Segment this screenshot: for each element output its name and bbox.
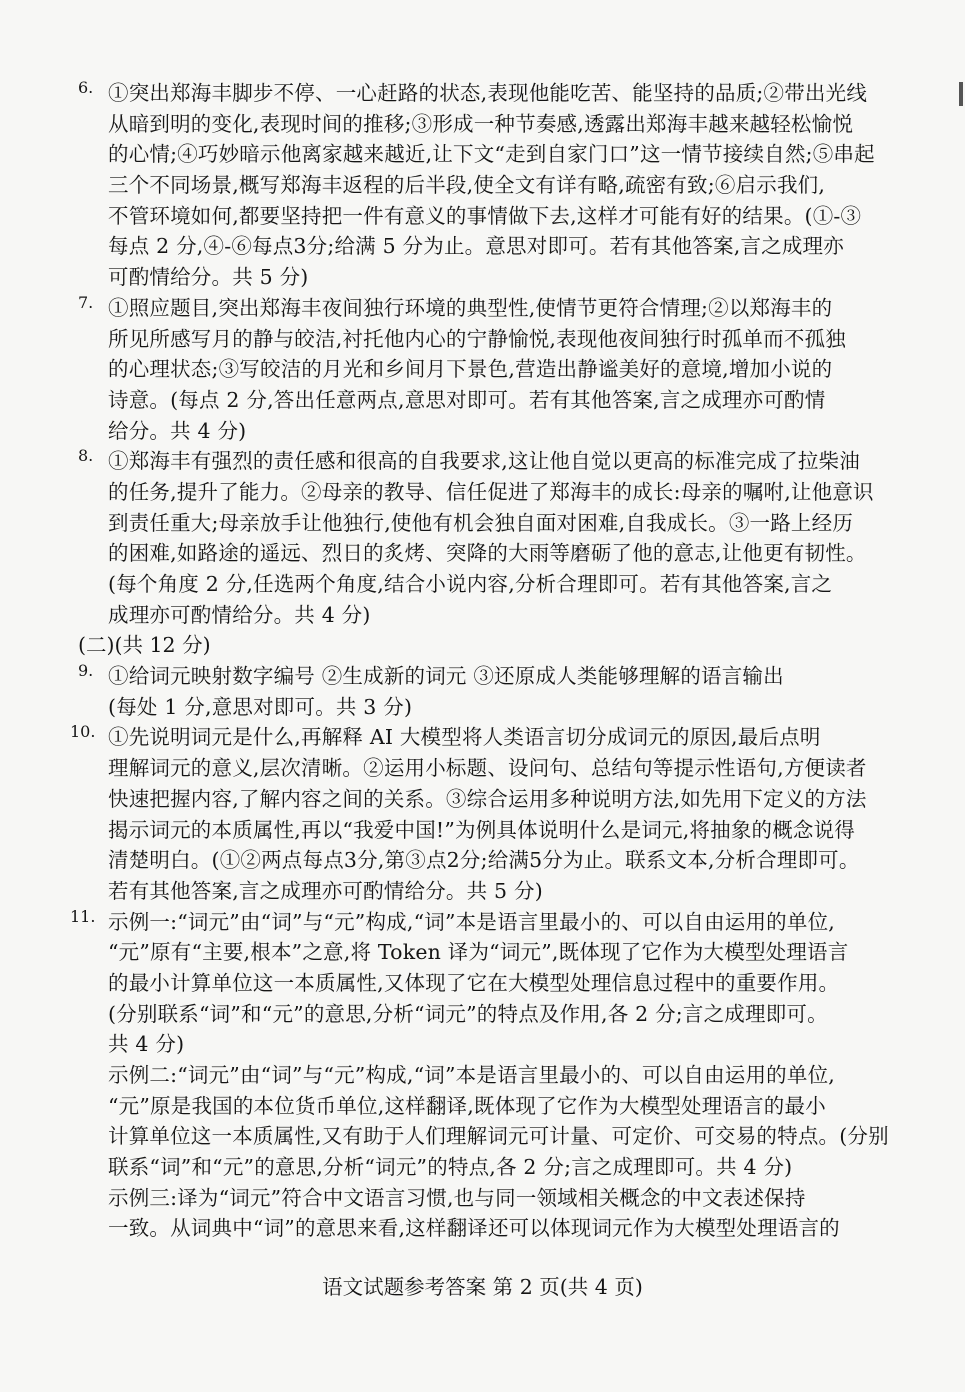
answer-line: 所见所感写月的静与皎洁,衬托他内心的宁静愉悦,表现他夜间独行时孤单而不孤独 (108, 326, 846, 351)
answer-line: 的最小计算单位这一本质属性,又体现了它在大模型处理信息过程中的重要作用。 (108, 970, 840, 995)
answer-line: 的困难,如路途的遥远、烈日的炙烤、突降的大雨等磨砺了他的意志,让他更有韧性。 (108, 541, 867, 566)
answer-line: (分别联系“词”和“元”的意思,分析“词元”的特点及作用,各 2 分;言之成理即可。 (108, 1001, 828, 1026)
answer-line: 的心情;④巧妙暗示他离家越来越近,让下文“走到自家门口”这一情节接续自然;⑤串起 (108, 142, 875, 167)
question-number: 6. (78, 78, 94, 97)
answer-line: ①先说明词元是什么,再解释 AI 大模型将人类语言切分成词元的原因,最后点明 (108, 725, 821, 750)
section-heading: (二)(共 12 分) (78, 633, 211, 658)
answer-line: 可酌情给分。共 5 分) (108, 265, 309, 290)
question-number: 11. (70, 906, 96, 926)
answer-line: 成理亦可酌情给分。共 4 分) (108, 602, 371, 627)
answer-line: “元”原是我国的本位货币单位,这样翻译,既体现了它作为大模型处理语言的最小 (108, 1093, 826, 1118)
answer-line: 清楚明白。(①②两点每点3分,第③点2分;给满5分为止。联系文本,分析合理即可。 (108, 848, 860, 873)
answer-line: ①照应题目,突出郑海丰夜间独行环境的典型性,使情节更符合情理;②以郑海丰的 (108, 295, 833, 320)
answer-item (70, 906, 889, 1245)
answer-item (70, 722, 868, 906)
answer-item (78, 78, 875, 293)
answer-line: (每处 1 分,意思对即可。共 3 分) (108, 694, 413, 719)
answer-line: 每点 2 分,④-⑥每点3分;给满 5 分为止。意思对即可。若有其他答案,言之成理亦 (108, 234, 844, 259)
answer-line: 不管环境如何,都要坚持把一件有意义的事情做下去,这样才可能有好的结果。(①-③ (108, 203, 862, 228)
answer-item (78, 446, 874, 630)
page-footer: 语文试题参考答案 第 2 页(共 4 页) (322, 1275, 643, 1299)
question-number: 7. (78, 292, 94, 312)
answer-content (70, 78, 889, 1244)
answer-line: 的心理状态;③写皎洁的月光和乡间月下景色,营造出静谧美好的意境,增加小说的 (108, 357, 833, 382)
answer-line: 三个不同场景,概写郑海丰返程的后半段,使全文有详有略,疏密有致;⑥启示我们, (108, 173, 826, 198)
answer-line: 快速把握内容,了解内容之间的关系。③综合运用多种说明方法,如先用下定义的方法 (108, 786, 867, 811)
answer-item (78, 661, 868, 722)
answer-line: “元”原有“主要,根本”之意,将 Token 译为“词元”,既体现了它作为大模型处理语言 (108, 940, 849, 965)
question-number: 9. (78, 661, 94, 681)
answer-line: 到责任重大;母亲放手让他独行,使他有机会独自面对困难,自我成长。③一路上经历 (108, 510, 854, 535)
answer-line: 联系“词”和“元”的意思,分析“词元”的特点,各 2 分;言之成理即可。共 4 分) (108, 1155, 793, 1180)
answer-line: 一致。从词典中“词”的意思来看,这样翻译还可以体现词元作为大模型处理语言的 (108, 1216, 840, 1241)
answer-line: 从暗到明的变化,表现时间的推移;③形成一种节奏感,透露出郑海丰越来越轻松愉悦 (108, 111, 854, 136)
answer-line: 示例二:“词元”由“词”与“元”构成,“词”本是语言里最小的、可以自由运用的单位, (108, 1063, 835, 1087)
answer-line: ①郑海丰有强烈的责任感和很高的自我要求,这让他自觉以更高的标准完成了拉柴油 (108, 449, 860, 474)
scan-edge-mark (959, 82, 963, 106)
answer-line: 给分。共 4 分) (108, 418, 247, 443)
answer-line: 诗意。(每点 2 分,答出任意两点,意思对即可。若有其他答案,言之成理亦可酌情 (108, 387, 826, 412)
answer-line: 示例一:“词元”由“词”与“元”构成,“词”本是语言里最小的、可以自由运用的单位, (108, 909, 835, 934)
answer-line: 的任务,提升了能力。②母亲的教导、信任促进了郑海丰的成长:母亲的嘱咐,让他意识 (108, 479, 874, 504)
answer-line: 共 4 分) (108, 1032, 185, 1057)
answer-line: (每个角度 2 分,任选两个角度,结合小说内容,分析合理即可。若有其他答案,言之 (108, 572, 833, 596)
answer-item (78, 293, 868, 446)
answer-line: 理解词元的意义,层次清晰。②运用小标题、设问句、总结句等提示性语句,方便读者 (108, 756, 867, 781)
question-number: 10. (70, 722, 96, 742)
answer-line: ①突出郑海丰脚步不停、一心赶路的状态,表现他能吃苦、能坚持的品质;②带出光线 (108, 81, 868, 105)
question-number: 8. (78, 446, 94, 466)
answer-line: ①给词元映射数字编号 ②生成新的词元 ③还原成人类能够理解的语言输出 (108, 664, 784, 689)
answer-line: 示例三:译为“词元”符合中文语言习惯,也与同一领域相关概念的中文表述保持 (108, 1185, 806, 1210)
answer-line: 计算单位这一本质属性,又有助于人们理解词元可计量、可定价、可交易的特点。(分别 (108, 1124, 889, 1149)
answer-line: 揭示词元的本质属性,再以“我爱中国!”为例具体说明什么是词元,将抽象的概念说得 (108, 817, 856, 842)
answer-line: 若有其他答案,言之成理亦可酌情给分。共 5 分) (108, 878, 543, 903)
